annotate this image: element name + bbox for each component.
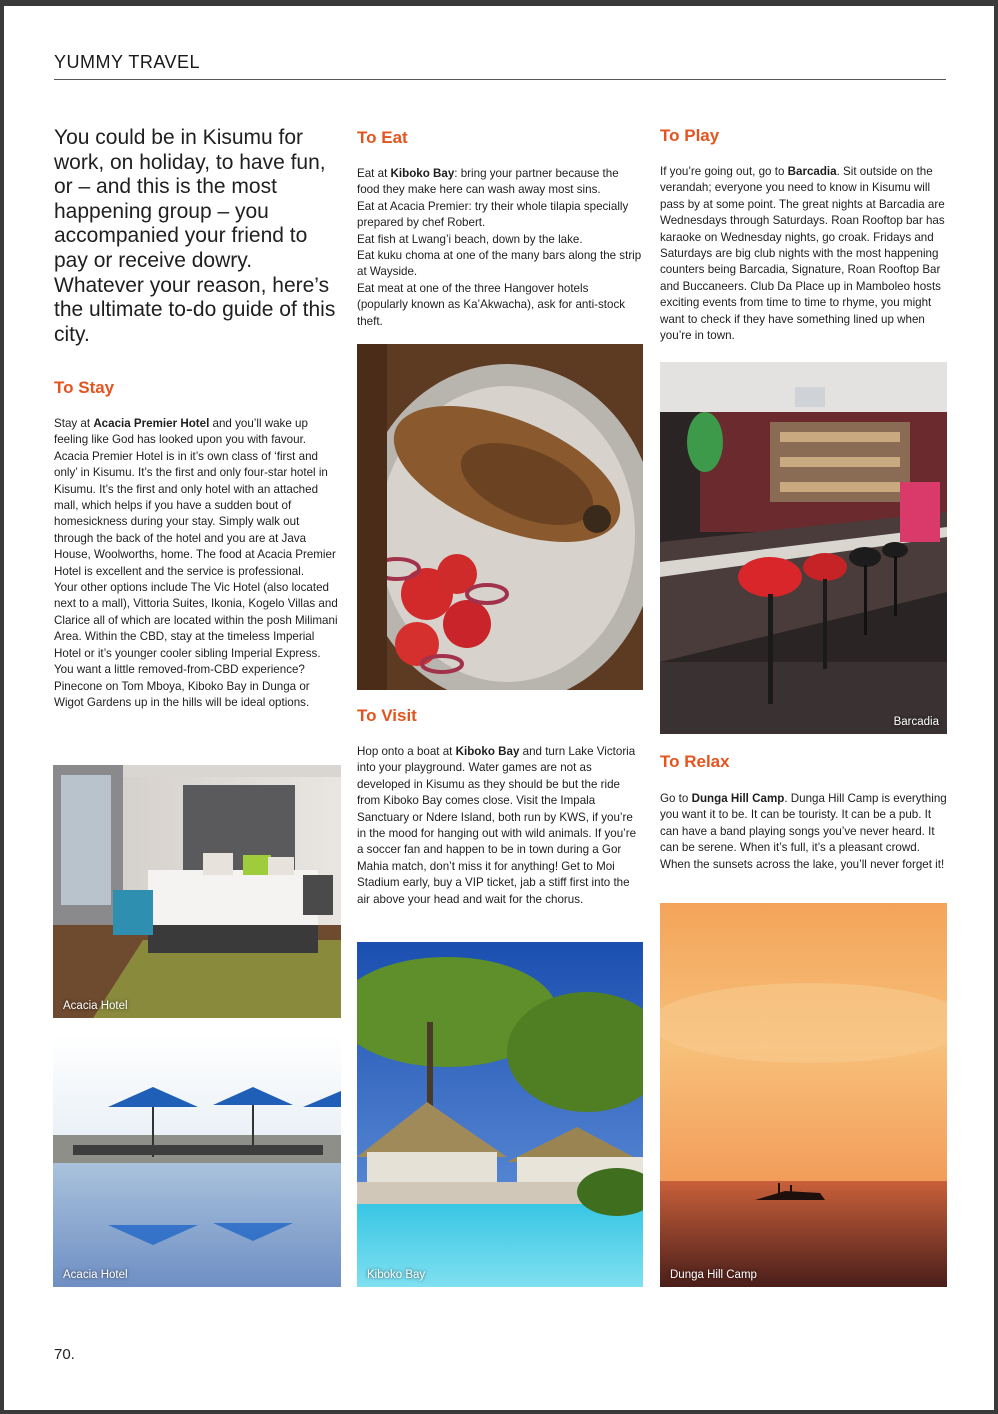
stay-paragraph-2: Your other options include The Vic Hotel (also located next to a mall), Vittoria Suites, Ikonia, Kogelo Villas and Clarice all of which are located within the posh Milimani Area. Within the CBD, stay at the timeless Imperial Hotel or it’s younger cooler sibling Imperial Express. You want a little removed-from-CBD experience? Pinecone on Tom Mboya, Kiboko Bay in Dunga or Wigot Gardens up in the hills will be ideal options. — [54, 581, 338, 709]
barcadia-name: Barcadia — [787, 165, 837, 178]
header-rule — [54, 79, 946, 80]
kiboko-bay-name: Kiboko Bay — [390, 167, 455, 180]
page-number: 70. — [54, 1346, 75, 1363]
visit-paragraph: Hop onto a boat at Kiboko Bay and turn Lake Victoria into your playground. Water games are not as developed in Kisumu as they should be but the ride from Kiboko Bay comes close. Visit the Impala Sanctuary or Ndere Island, both run by KWS, if you’re in the mood for hanging out with wild animals. If you’re a soccer fan and happen to be in town during a Gor Mahia match, don’t miss it for anything! Get to Moi Stadium early, buy a VIP ticket, jab a stiff first into the air above your head and wait for the chorus. — [357, 745, 637, 906]
caption-acacia-hotel-pool: Acacia Hotel — [63, 1269, 128, 1281]
eat-line-5: Eat meat at one of the three Hangover hotels (popularly known as Ka’Akwacha), ask for anti-stock theft. — [357, 281, 626, 328]
photo-acacia-hotel-room — [53, 765, 341, 1018]
caption-barcadia: Barcadia — [893, 716, 939, 728]
caption-kiboko-bay: Kiboko Bay — [367, 1269, 426, 1281]
photo-dunga-sunset — [660, 903, 947, 1287]
eat-line-2: Eat at Acacia Premier: try their whole tilapia specially prepared by chef Robert. — [357, 199, 629, 230]
page-frame-left — [0, 0, 4, 1414]
heading-to-relax: To Relax — [660, 752, 730, 771]
photo-acacia-hotel-pool — [53, 1035, 341, 1287]
photo-kiboko-bay — [357, 942, 643, 1287]
stay-text — [54, 416, 338, 711]
heading-to-eat: To Eat — [357, 128, 408, 147]
page-frame-right — [994, 0, 998, 1414]
relax-paragraph: Go to Dunga Hill Camp. Dunga Hill Camp is everything you want it to be. It can be touristy. It can be a pub. It can have a band playing songs you’ve never heard. It can be serene. When it’s full, it’s a pleasant crowd. When the sunsets across the lake, you’ll never forget it! — [660, 792, 947, 871]
caption-dunga-hill-camp: Dunga Hill Camp — [670, 1269, 757, 1281]
eat-line-1: Eat at Kiboko Bay: bring your partner because the food they make here can wash away most sins. — [357, 167, 619, 197]
section-header: YUMMY TRAVEL — [54, 52, 201, 72]
acacia-premier-name: Acacia Premier Hotel — [93, 417, 210, 430]
relax-text — [660, 791, 948, 873]
eat-text — [357, 166, 642, 330]
eat-line-3: Eat fish at Lwang’i beach, down by the lake. — [357, 232, 583, 246]
visit-text — [357, 744, 643, 908]
play-paragraph: If you’re going out, go to Barcadia. Sit outside on the verandah; everyone you need to know in Kisumu will pass by at some point. The great nights at Barcadia are Wednesdays through Saturdays. Roan Rooftop bar has karaoke on Wednesday nights, go croak. Fridays and Saturdays are big club nights with the most happening counters being Barcadia, Signature, Roan Rooftop Bar and Buccaneers. Club Da Place up in Mamboleo hosts exciting events from time to time to rhyme, you might want to check if they have something lined up when you’re in town. — [660, 165, 945, 343]
play-text — [660, 164, 948, 344]
page-frame-bottom — [0, 1410, 998, 1414]
eat-line-4: Eat kuku choma at one of the many bars along the strip at Wayside. — [357, 249, 642, 279]
kiboko-bay-name-visit: Kiboko Bay — [455, 745, 520, 758]
intro-paragraph: You could be in Kisumu for work, on holiday, to have fun, or – and this is the most happening group – you accompanied your friend to pay or receive dowry. Whatever your reason, here’s the ultimate to-do guide of this city. — [54, 126, 336, 346]
heading-to-play: To Play — [660, 126, 720, 145]
heading-to-stay: To Stay — [54, 378, 115, 397]
dunga-hill-camp-name: Dunga Hill Camp — [691, 792, 785, 805]
caption-acacia-hotel-room: Acacia Hotel — [63, 1000, 128, 1012]
stay-paragraph-1: Stay at Acacia Premier Hotel and you’ll wake up feeling like God has looked upon you with favour. Acacia Premier Hotel is in it’s own class of ‘first and only’ in Kisumu. It’s the first and only four-star hotel in Kisumu. It’s the first and only hotel with an attached mall, which helps if you have a sudden bout of homesickness during your stay. Simply walk out through the back of the hotel and you are at Java House, Woolworths, home. The food at Acacia Premier Hotel is excellent and the service is professional. — [54, 417, 336, 578]
photo-fish-dish — [357, 344, 643, 690]
page-frame-top — [0, 0, 998, 6]
heading-to-visit: To Visit — [357, 706, 417, 725]
photo-barcadia — [660, 362, 947, 734]
